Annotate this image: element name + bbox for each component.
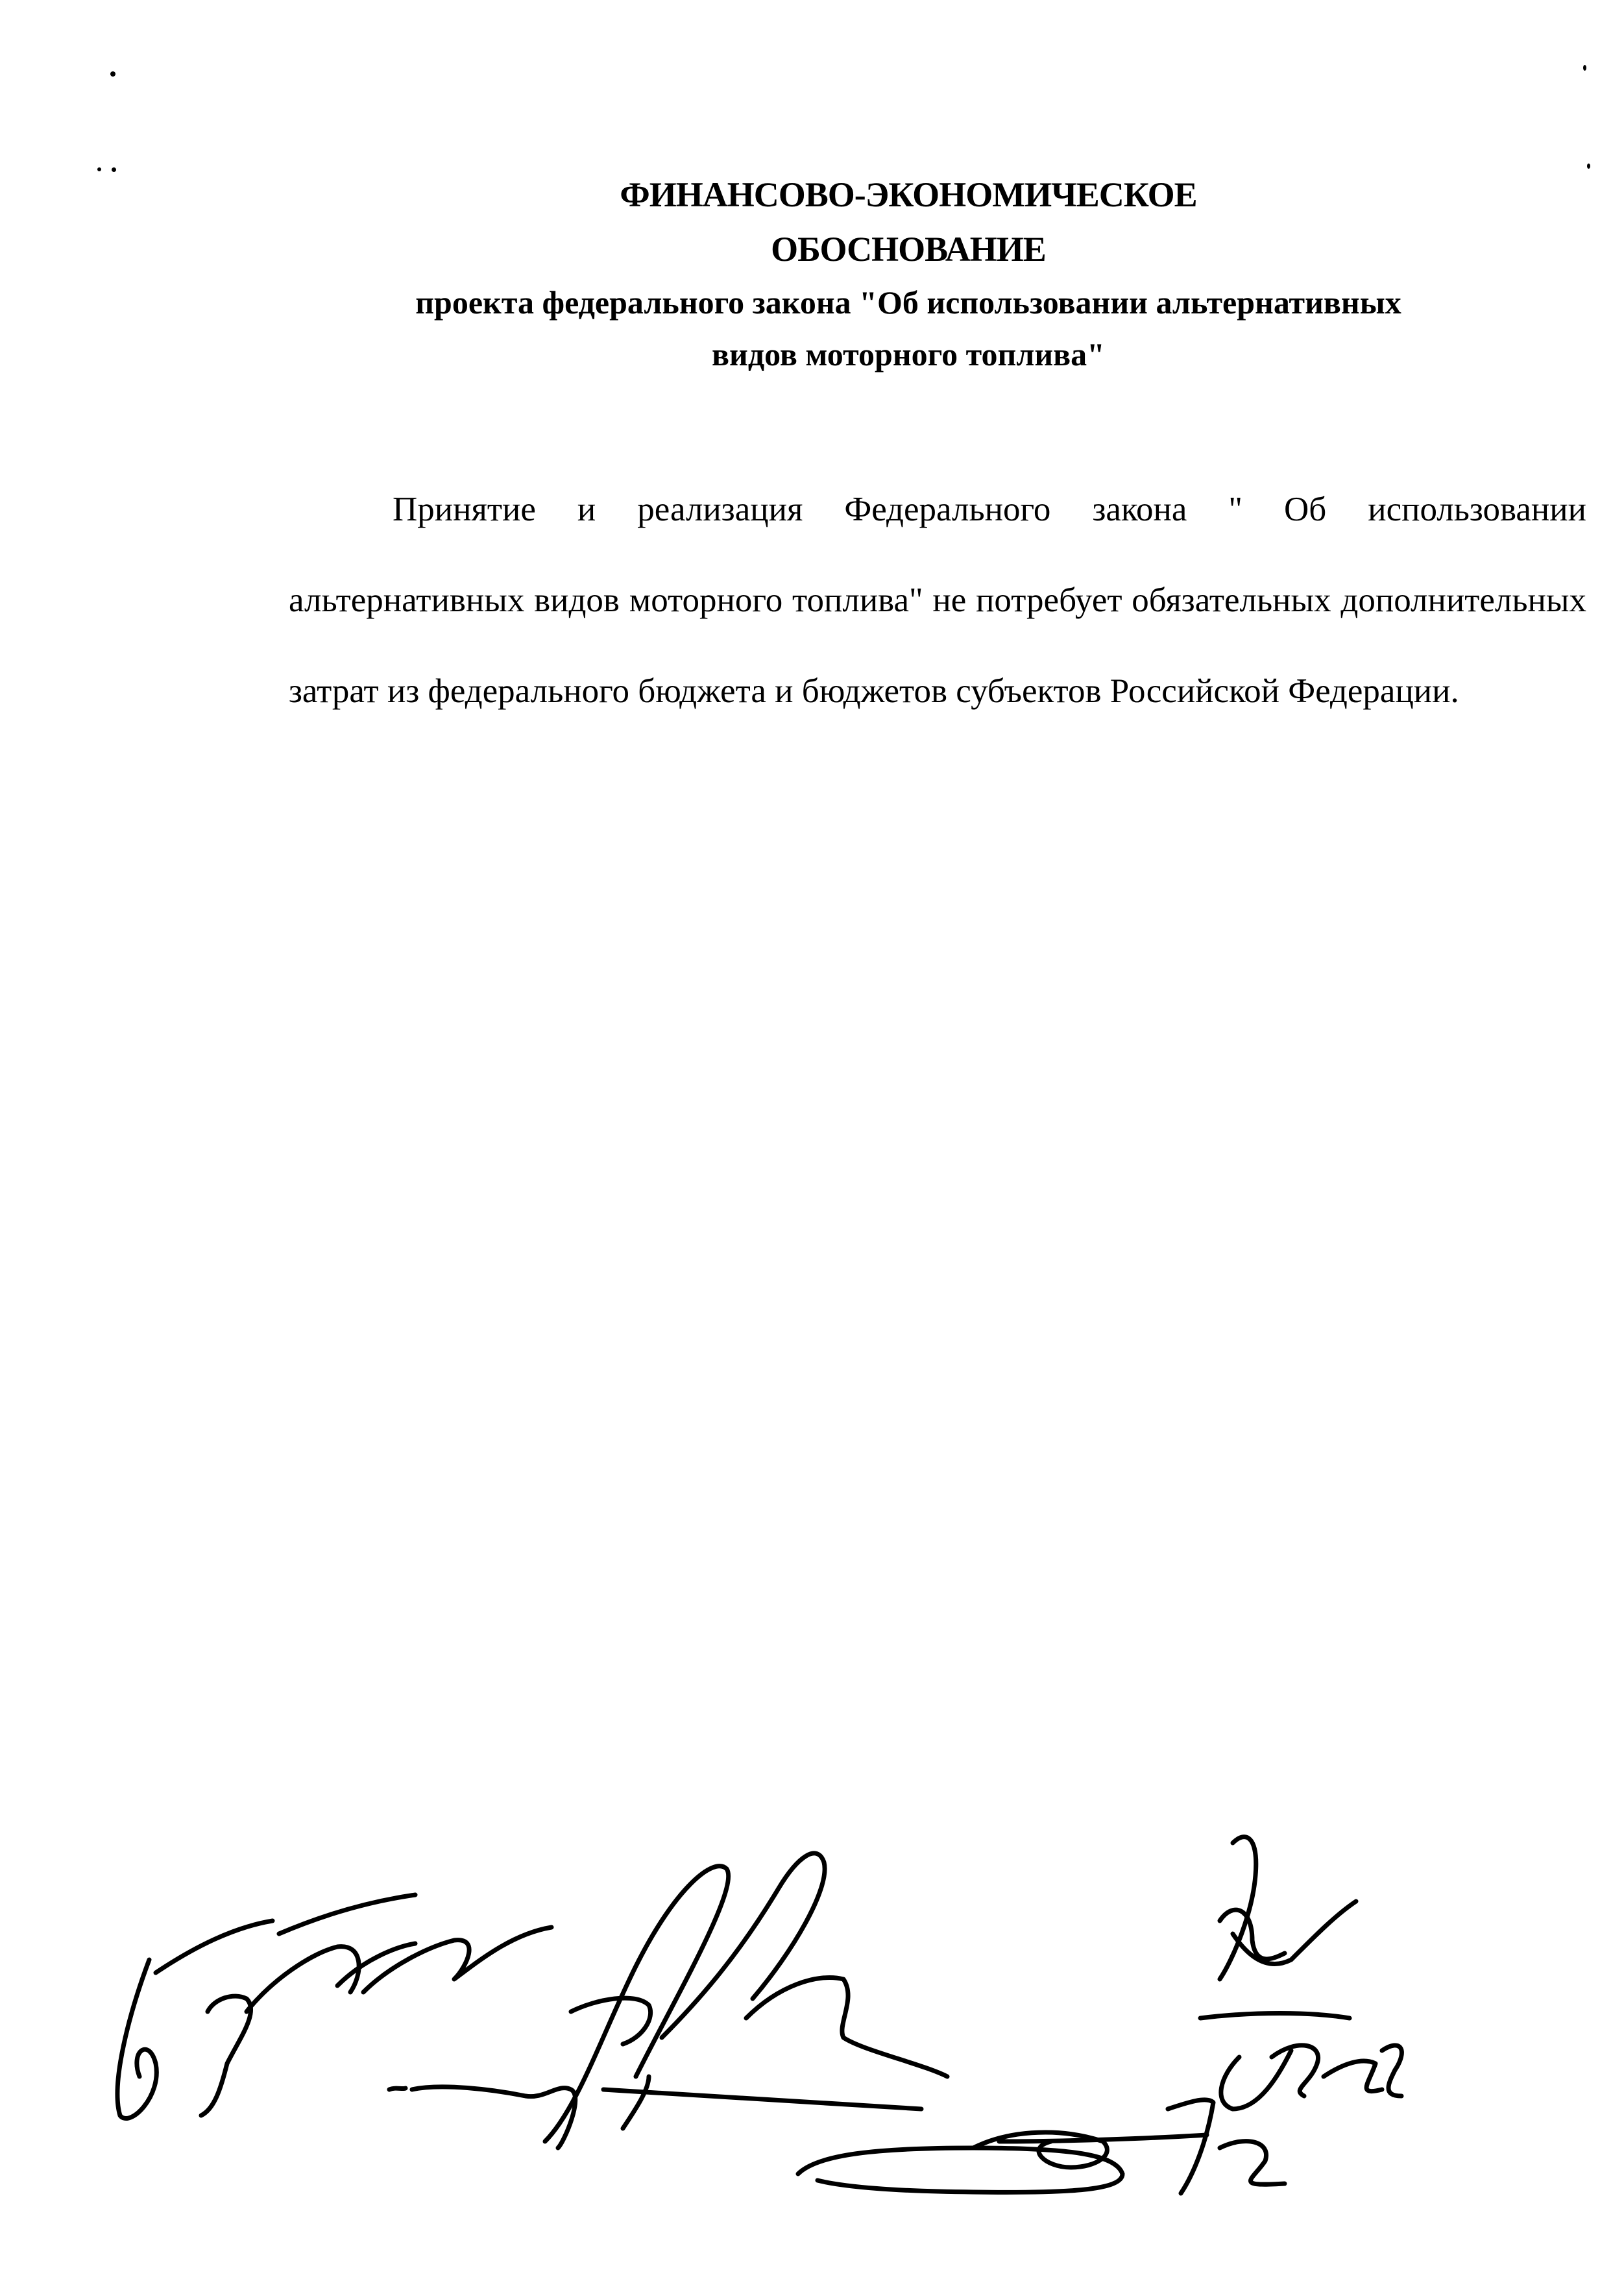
- handwritten-signature-2: [389, 1853, 947, 2148]
- scan-speck: [112, 167, 116, 172]
- document-header: [260, 167, 1557, 380]
- scan-speck: [1583, 65, 1586, 71]
- document-subtitle: проекта федерального закона "Об использовании альтернативных: [415, 284, 1401, 321]
- body-paragraph: Принятие и реализация Федерального закона " Об использовании альтернативных видов моторного топлива" не потребует обязательных дополнительных затрат из федерального бюджета и бюджетов субъектов Российской Федерации.: [289, 491, 1586, 710]
- handwritten-signature-3: [798, 2100, 1285, 2193]
- document-title-continued: ОБОСНОВАНИЕ: [771, 230, 1046, 269]
- scan-speck: [110, 71, 115, 77]
- handwritten-signature-4: [1200, 1837, 1401, 2109]
- handwritten-signature-1: [117, 1895, 551, 2119]
- signatures-block: [0, 1804, 1624, 2258]
- document-title: ФИНАНСОВО-ЭКОНОМИЧЕСКОЕ: [620, 175, 1197, 214]
- scan-speck: [97, 167, 101, 171]
- scan-speck: [1587, 164, 1590, 169]
- document-subtitle-continued: видов моторного топлива": [712, 336, 1105, 372]
